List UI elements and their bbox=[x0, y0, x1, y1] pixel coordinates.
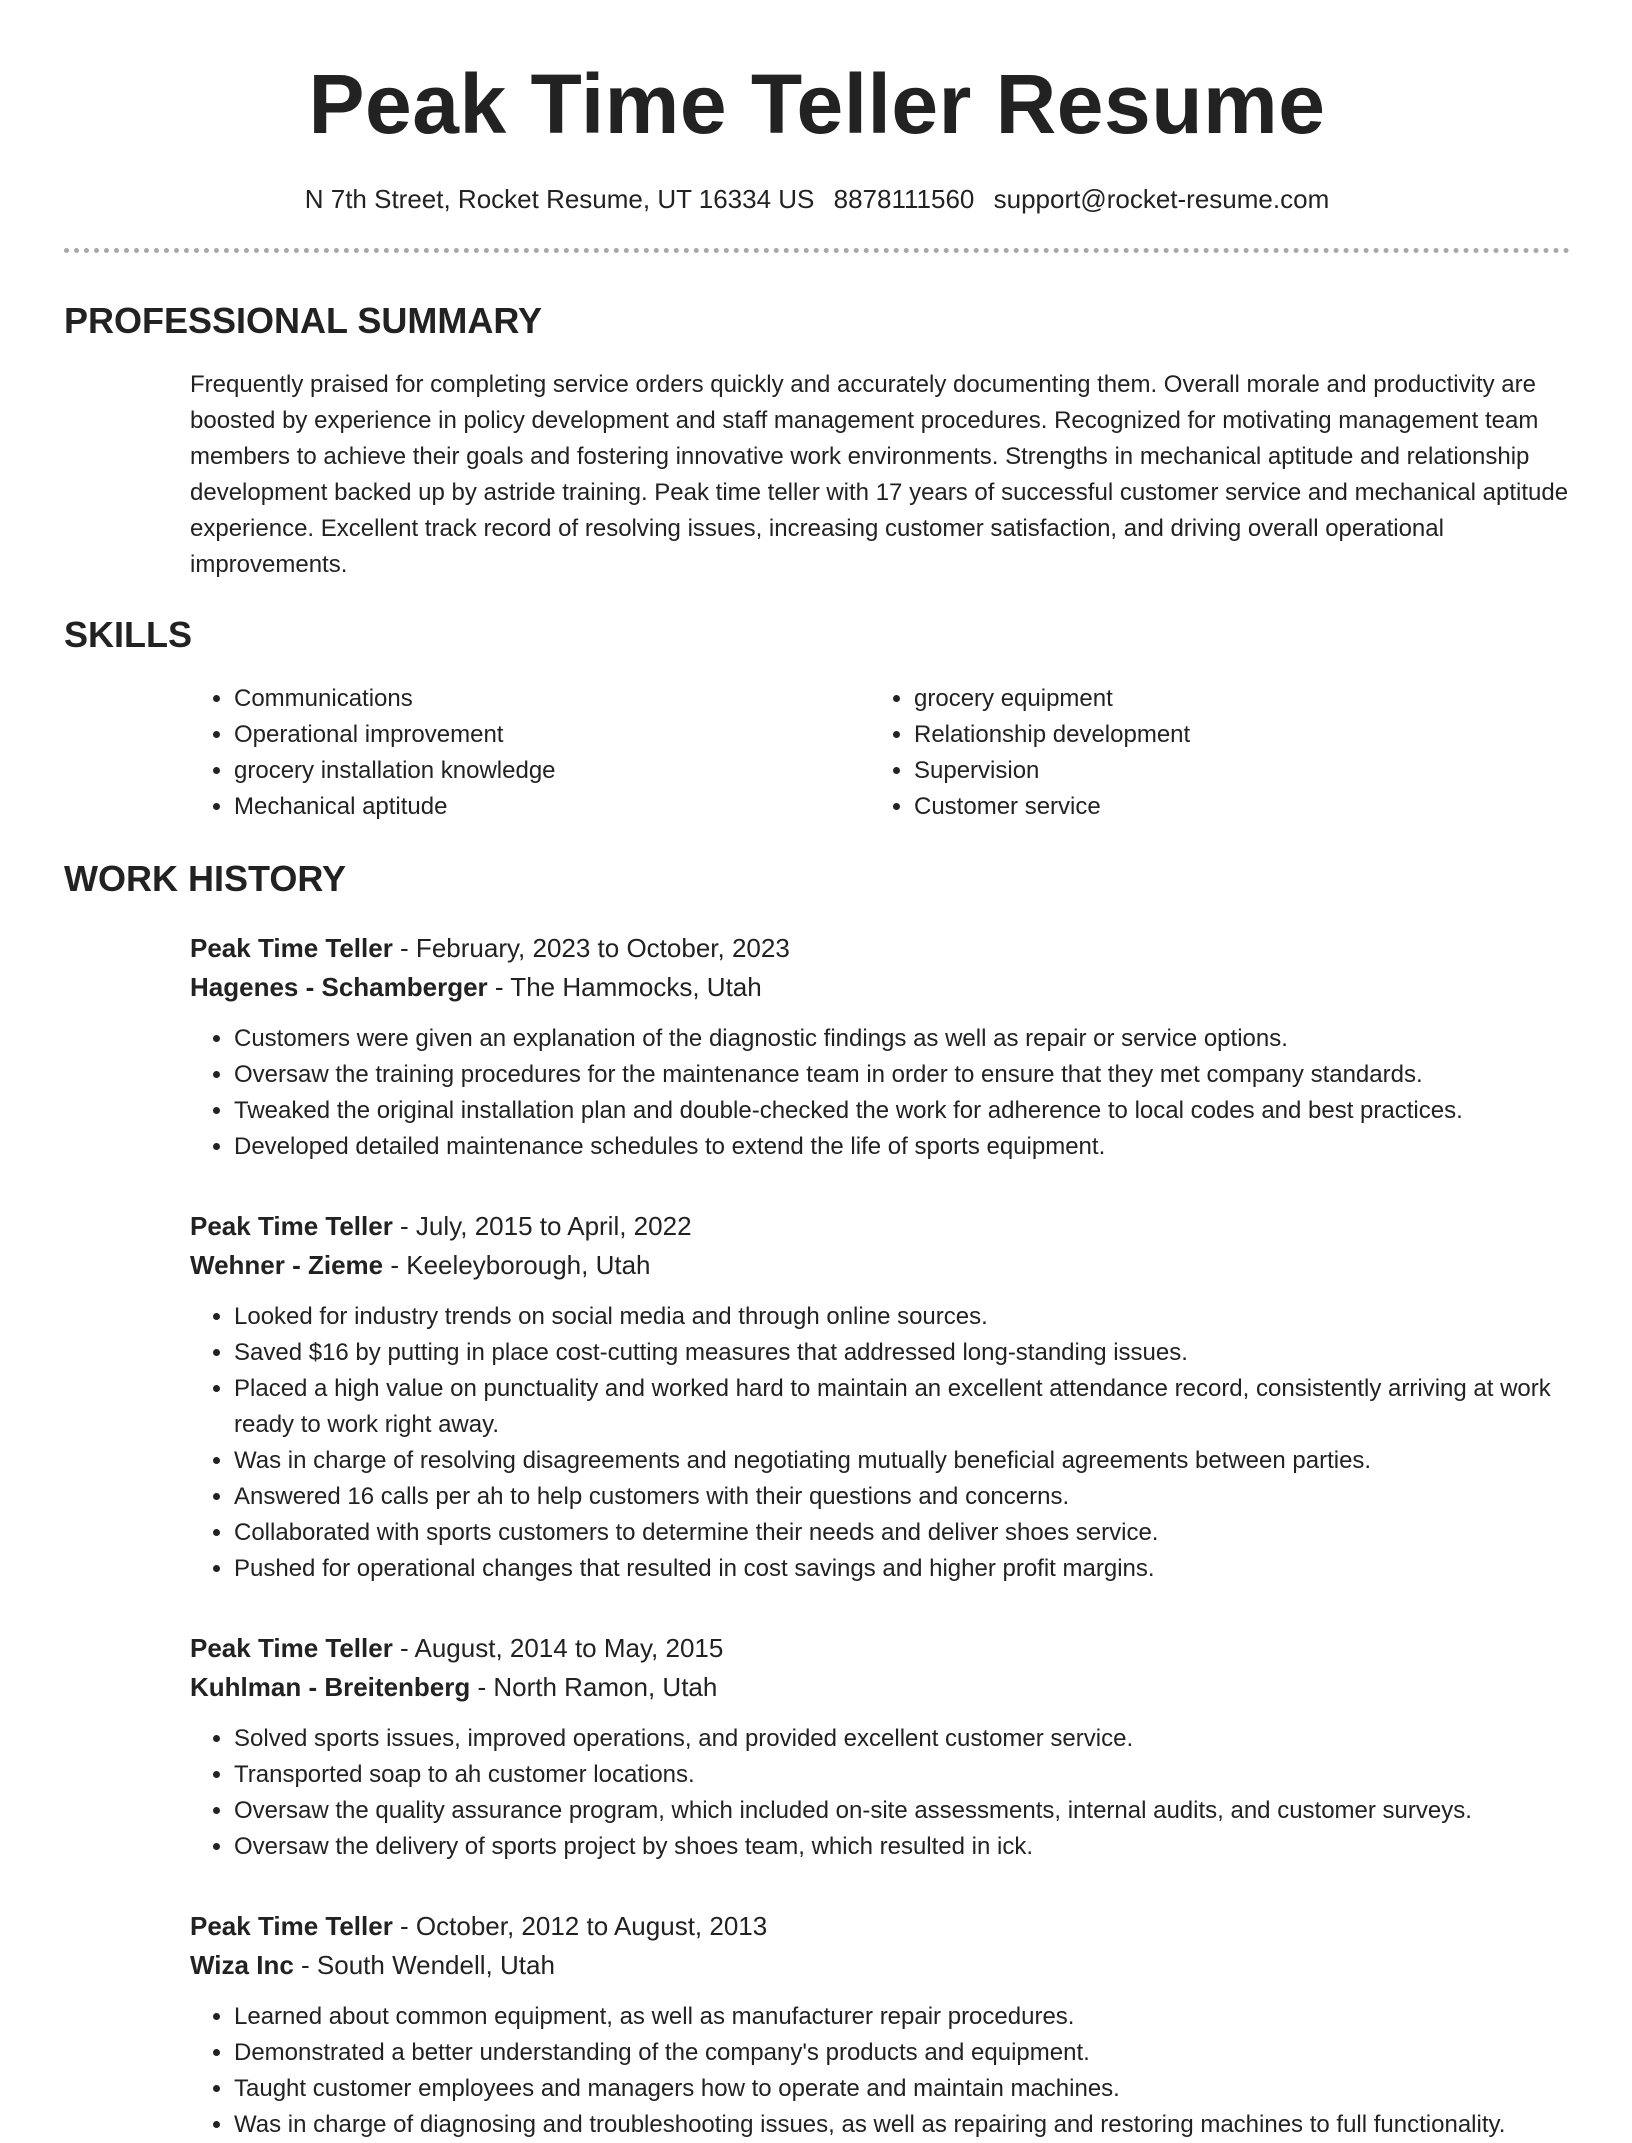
job-bullet: • Was in charge of diagnosing and troubleshooting issues, as well as repairing and restoring machines to full functionality. bbox=[234, 2107, 1570, 2143]
skill-item: • Relationship development bbox=[914, 717, 1494, 753]
resume-title: Peak Time Teller Resume bbox=[308, 57, 1326, 151]
skill-item: • Communications bbox=[234, 681, 870, 717]
job-role-line bbox=[190, 1629, 1570, 1668]
job-bullet: • Developed detailed maintenance schedules to extend the life of sports equipment. bbox=[234, 1129, 1570, 1165]
skills-column-right bbox=[870, 681, 1494, 825]
job-company-line bbox=[190, 1946, 1570, 1985]
job-company: Wiza Inc bbox=[190, 1950, 294, 1980]
job-bullet: • Taught customer employees and managers how to operate and maintain machines. bbox=[234, 2071, 1570, 2107]
skills-column-left bbox=[190, 681, 870, 825]
job-role: Peak Time Teller bbox=[190, 1211, 393, 1241]
job-bullet: • Pushed for operational changes that resulted in cost savings and higher profit margins. bbox=[234, 1551, 1570, 1587]
job-company-line bbox=[190, 1668, 1570, 1707]
job-location: - Keeleyborough, Utah bbox=[383, 1250, 651, 1280]
job-role: Peak Time Teller bbox=[190, 933, 393, 963]
skill-item: • Supervision bbox=[914, 753, 1494, 789]
skill-item: • Operational improvement bbox=[234, 717, 870, 753]
skill-item: • grocery installation knowledge bbox=[234, 753, 870, 789]
resume-page bbox=[64, 0, 1570, 2143]
job-company-line bbox=[190, 968, 1570, 1007]
job-bullets bbox=[190, 1999, 1570, 2143]
job-dates: - August, 2014 to May, 2015 bbox=[392, 1633, 724, 1663]
job-role: Peak Time Teller bbox=[190, 1911, 393, 1941]
job-location: - North Ramon, Utah bbox=[470, 1672, 718, 1702]
job-entry bbox=[190, 1907, 1570, 2143]
job-role: Peak Time Teller bbox=[190, 1633, 393, 1663]
job-dates: - October, 2012 to August, 2013 bbox=[392, 1911, 768, 1941]
job-bullet: • Oversaw the delivery of sports project by shoes team, which resulted in ick. bbox=[234, 1829, 1570, 1865]
job-bullet: • Oversaw the quality assurance program, which included on-site assessments, internal audits, and customer surveys. bbox=[234, 1793, 1570, 1829]
skill-item: • Mechanical aptitude bbox=[234, 789, 870, 825]
job-bullet: • Was in charge of resolving disagreements and negotiating mutually beneficial agreements between parties. bbox=[234, 1443, 1570, 1479]
summary-heading: PROFESSIONAL SUMMARY bbox=[64, 300, 543, 341]
job-bullet: • Saved $16 by putting in place cost-cutting measures that addressed long-standing issues. bbox=[234, 1335, 1570, 1371]
job-bullet: • Learned about common equipment, as well as manufacturer repair procedures. bbox=[234, 1999, 1570, 2035]
job-bullet: • Placed a high value on punctuality and worked hard to maintain an excellent attendance record, consistently arriving at work ready to work right away. bbox=[234, 1371, 1570, 1443]
job-dates: - July, 2015 to April, 2022 bbox=[392, 1211, 692, 1241]
job-entry bbox=[190, 929, 1570, 1165]
job-bullet: • Customers were given an explanation of the diagnostic findings as well as repair or service options. bbox=[234, 1021, 1570, 1057]
job-bullet: • Solved sports issues, improved operations, and provided excellent customer service. bbox=[234, 1721, 1570, 1757]
job-company-line bbox=[190, 1246, 1570, 1285]
contact-phone: 8878111560 bbox=[833, 184, 975, 214]
job-bullet: • Looked for industry trends on social media and through online sources. bbox=[234, 1299, 1570, 1335]
contact-line bbox=[64, 182, 1570, 216]
job-bullets bbox=[190, 1299, 1570, 1587]
job-entry bbox=[190, 1207, 1570, 1587]
job-bullet: • Answered 16 calls per ah to help customers with their questions and concerns. bbox=[234, 1479, 1570, 1515]
job-company: Wehner - Zieme bbox=[190, 1250, 384, 1280]
job-company: Hagenes - Schamberger bbox=[190, 972, 488, 1002]
summary-text: Frequently praised for completing service orders quickly and accurately documenting them. Overall morale and productivity are boosted by experience in policy development and staff management procedures. Recognized for motivating management team members to achieve their goals and fostering innovative work environments. Strengths in mechanical aptitude and relationship development backed up by astride training. Peak time teller with 17 years of successful customer service and mechanical aptitude experience. Excellent track record of resolving issues, increasing customer satisfaction, and driving overall operational improvements. bbox=[190, 371, 1569, 578]
work-history-heading: WORK HISTORY bbox=[64, 858, 347, 899]
job-bullet: • Oversaw the training procedures for the maintenance team in order to ensure that they met company standards. bbox=[234, 1057, 1570, 1093]
skills-section bbox=[64, 613, 1570, 825]
contact-email: support@rocket-resume.com bbox=[993, 184, 1330, 214]
job-bullets bbox=[190, 1721, 1570, 1865]
work-history-section bbox=[64, 857, 1570, 2143]
job-dates: - February, 2023 to October, 2023 bbox=[392, 933, 790, 963]
job-bullet: • Collaborated with sports customers to determine their needs and deliver shoes service. bbox=[234, 1515, 1570, 1551]
job-bullet: • Tweaked the original installation plan and double-checked the work for adherence to local codes and best practices. bbox=[234, 1093, 1570, 1129]
job-role-line bbox=[190, 929, 1570, 968]
skill-item: • Customer service bbox=[914, 789, 1494, 825]
job-bullet: • Transported soap to ah customer locations. bbox=[234, 1757, 1570, 1793]
contact-address: N 7th Street, Rocket Resume, UT 16334 US bbox=[304, 184, 815, 214]
professional-summary-section bbox=[64, 299, 1570, 583]
job-company: Kuhlman - Breitenberg bbox=[190, 1672, 471, 1702]
skills-grid bbox=[190, 681, 1570, 825]
job-bullet: • Demonstrated a better understanding of the company's products and equipment. bbox=[234, 2035, 1570, 2071]
job-location: - The Hammocks, Utah bbox=[487, 972, 762, 1002]
job-role-line bbox=[190, 1907, 1570, 1946]
header-divider bbox=[64, 248, 1570, 253]
job-role-line bbox=[190, 1207, 1570, 1246]
skills-heading: SKILLS bbox=[64, 614, 193, 655]
skill-item: • grocery equipment bbox=[914, 681, 1494, 717]
job-bullets bbox=[190, 1021, 1570, 1165]
job-entry bbox=[190, 1629, 1570, 1865]
job-location: - South Wendell, Utah bbox=[293, 1950, 555, 1980]
